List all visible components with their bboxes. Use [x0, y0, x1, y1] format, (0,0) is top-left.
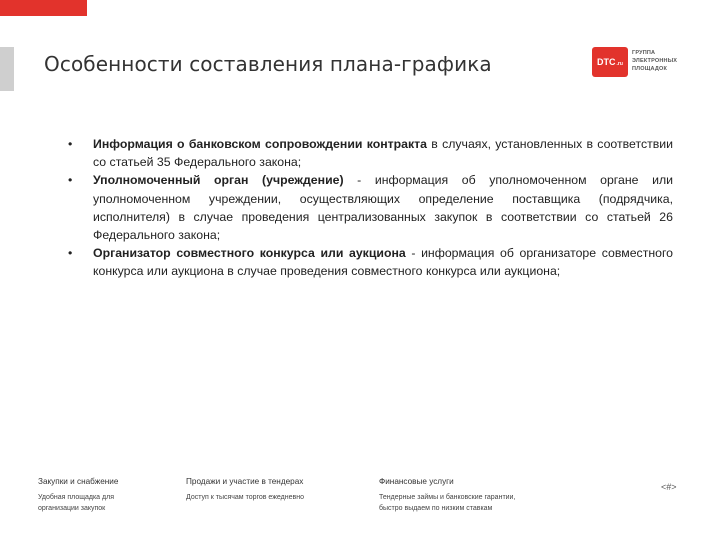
footer-heading: Продажи и участие в тендерах	[186, 477, 304, 486]
footer-column-procurement	[38, 477, 118, 514]
bullet-term: Уполномоченный орган (учреждение)	[93, 173, 344, 188]
bullet-text: - информация об организаторе совместного конкурса или аукциона в случае проведения совместного конкурса или аукциона;	[93, 246, 674, 279]
bullet-list-container	[68, 135, 673, 281]
bullet-text: - информация об уполномоченном органе или уполномоченном учреждении, осуществляющих определение поставщика (подрядчика, исполнителя) в случае проведения централизованных закупок в соответствии со статьей 26 Федерального закона;	[93, 173, 673, 243]
slide-title: Особенности составления плана-графика	[44, 52, 492, 76]
footer-subtext: организации закупок	[38, 505, 106, 512]
footer-heading: Закупки и снабжение	[38, 477, 119, 486]
logo-mark-sup: .ru	[616, 60, 623, 67]
footer-subtext: Доступ к тысячам торгов ежедневно	[186, 494, 304, 501]
footer-subtext: быстро выдаем по низким ставкам	[379, 505, 493, 512]
footer-subtext: Удобная площадка для	[38, 494, 114, 501]
logo-mark-text: DTC	[597, 57, 616, 67]
header-accent-tab	[0, 0, 87, 16]
bullet-term: Организатор совместного конкурса или аукциона	[93, 246, 406, 261]
bullet-item	[68, 244, 673, 280]
logo-line-3: ПЛОЩАДОК	[632, 66, 668, 72]
dtc-logo	[592, 47, 692, 77]
bullet-item	[68, 135, 673, 171]
page-number: <#>	[661, 482, 677, 492]
footer-subtext: Тендерные займы и банковские гарантии,	[379, 494, 516, 501]
logo-mark	[592, 47, 628, 77]
logo-line-2: ЭЛЕКТРОННЫХ	[632, 58, 678, 64]
logo-caption	[632, 49, 677, 73]
footer-column-finance	[379, 477, 515, 514]
bullet-term: Информация о банковском сопровождении контракта	[93, 137, 428, 151]
title-side-bar	[0, 47, 14, 91]
footer-column-sales	[186, 477, 304, 503]
logo-line-1: ГРУППА	[632, 50, 656, 56]
bullet-item	[68, 171, 673, 244]
footer-heading: Финансовые услуги	[379, 477, 454, 486]
bullet-text: в случаях, установленных в соответствии со статьей 35 Федерального закона;	[93, 137, 673, 170]
bullet-list	[68, 135, 673, 281]
